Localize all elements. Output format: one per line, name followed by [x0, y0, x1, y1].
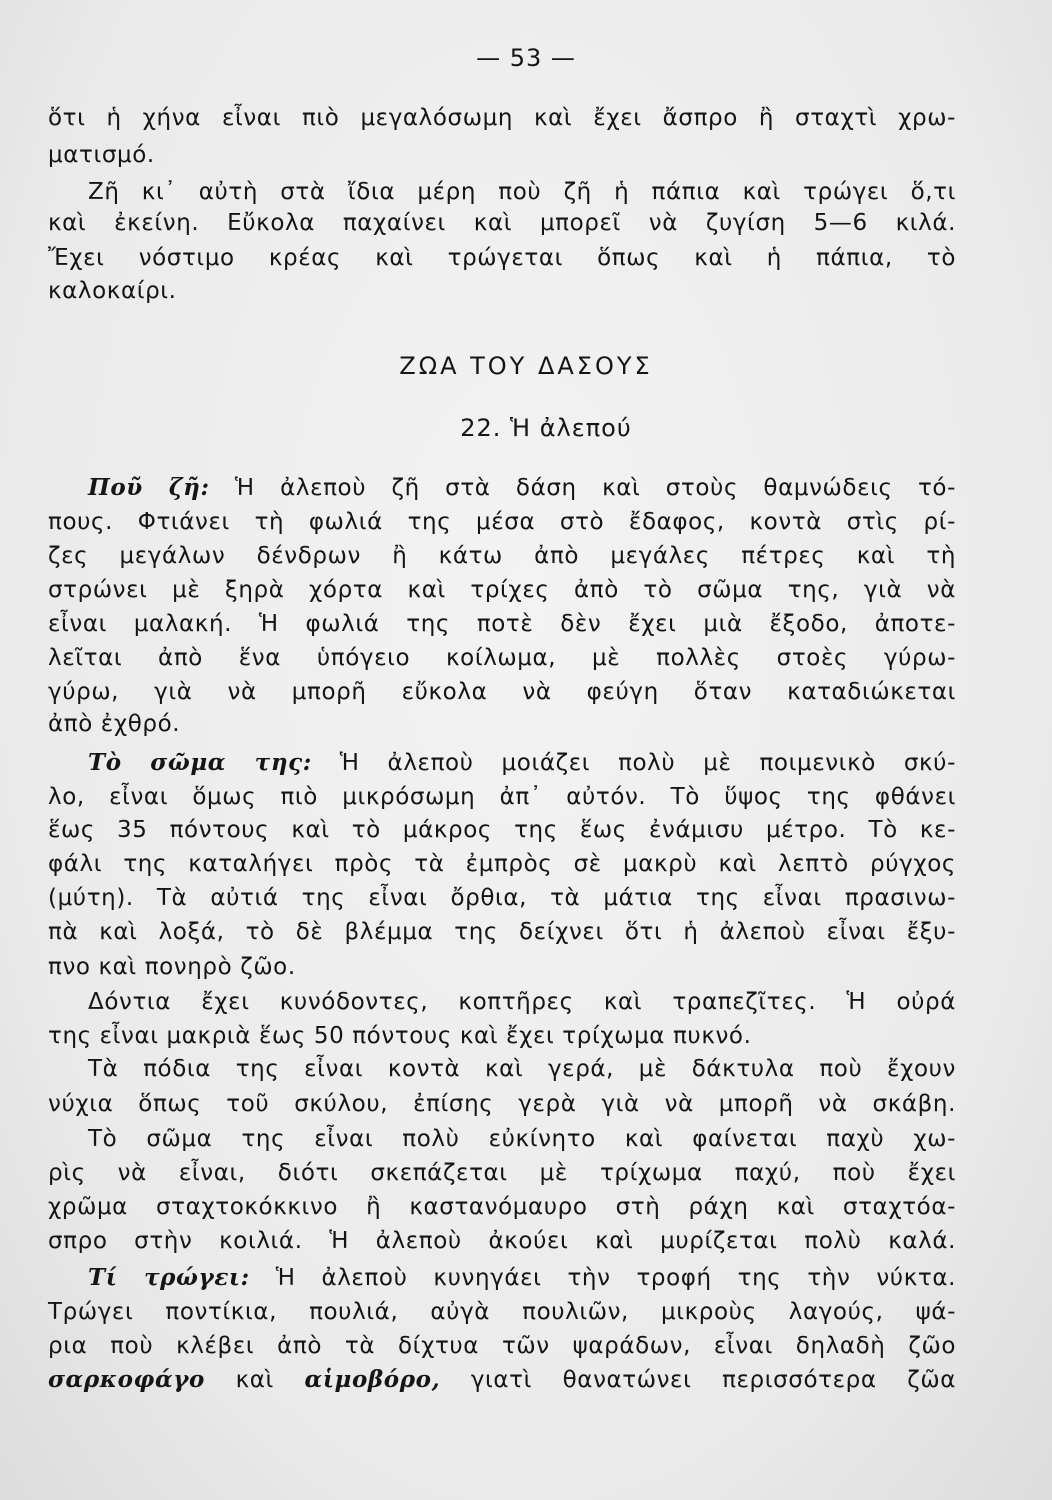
text-line: Δόντια ἔχει κυνόδοντες, κοπτῆρες καὶ τραπεζῖτες. Ἡ οὐρά [88, 989, 956, 1015]
paragraph-lead: Τί τρώγει: [88, 1264, 250, 1291]
text-line: (μύτη). Τὰ αὐτιά της εἶναι ὄρθια, τὰ μάτια της εἶναι πρασινω- [48, 885, 956, 911]
text-line: ρὶς νὰ εἶναι, διότι σκεπάζεται μὲ τρίχωμα παχύ, ποὺ ἔχει [48, 1160, 956, 1186]
text-line: καὶ ἐκείνη. Εὔκολα παχαίνει καὶ μπορεῖ νὰ ζυγίση 5—6 κιλά. [48, 210, 956, 236]
paragraph-lead: Ποῦ ζῆ: [88, 474, 210, 501]
text-line: Τὰ πόδια της εἶναι κοντὰ καὶ γερά, μὲ δάκτυλα ποὺ ἔχουν [88, 1056, 956, 1082]
text-line: Ἔχει νόστιμο κρέας καὶ τρώγεται ὅπως καὶ ἡ πάπια, τὸ [48, 245, 956, 271]
text-line: σπρο στὴν κοιλιά. Ἡ ἀλεποὺ ἀκούει καὶ μυρίζεται πολὺ καλά. [48, 1228, 956, 1254]
text-run: Ἡ ἀλεποὺ μοιάζει πολὺ μὲ ποιμενικὸ σκύ- [339, 750, 956, 776]
text-line: χρῶμα σταχτοκόκκινο ἢ καστανόμαυρο στὴ ράχη καὶ σταχτόα- [48, 1194, 956, 1220]
text-line [88, 1264, 956, 1292]
emphasized-term: αἱμοβόρο, [304, 1366, 441, 1393]
text-line: ζες μεγάλων δένδρων ἢ κάτω ἀπὸ μεγάλες πέτρες καὶ τὴ [48, 543, 956, 569]
text-line: φάλι της καταλήγει πρὸς τὰ ἐμπρὸς σὲ μακρὺ καὶ λεπτὸ ρύγχος [48, 851, 956, 877]
text-line: γύρω, γιὰ νὰ μπορῆ εὔκολα νὰ φεύγη ὅταν καταδιώκεται [48, 679, 956, 705]
text-line: πὰ καὶ λοξά, τὸ δὲ βλέμμα της δείχνει ὅτι ἡ ἀλεποὺ εἶναι ἔξυ- [48, 919, 956, 945]
page-number: — 53 — [476, 44, 576, 72]
text-line: ἕως 35 πόντους καὶ τὸ μάκρος της ἕως ἐνάμισυ μέτρο. Τὸ κε- [48, 817, 956, 843]
text-line [88, 474, 956, 502]
text-line: Τρώγει ποντίκια, πουλιά, αὐγὰ πουλιῶν, μικροὺς λαγούς, ψά- [48, 1299, 956, 1325]
text-line: λεῖται ἀπὸ ἕνα ὑπόγειο κοίλωμα, μὲ πολλὲς στοὲς γύρω- [48, 645, 956, 671]
text-line: πνο καὶ πονηρὸ ζῶο. [48, 954, 296, 980]
text-line [88, 749, 956, 777]
text-run: Ἡ ἀλεποὺ ζῆ στὰ δάση καὶ στοὺς θαμνώδεις τό- [234, 475, 956, 501]
text-line: ἀπὸ ἐχθρό. [48, 711, 181, 737]
paragraph-lead: Τὸ σῶμα της: [88, 749, 312, 776]
text-line: ὅτι ἡ χήνα εἶναι πιὸ μεγαλόσωμη καὶ ἔχει ἄσπρο ἢ σταχτὶ χρω- [48, 105, 956, 131]
text-line: λο, εἶναι ὅμως πιὸ μικρόσωμη ἀπ᾿ αὐτόν. Τὸ ὕψος της φθάνει [48, 784, 956, 810]
text-line: νύχια ὅπως τοῦ σκύλου, ἐπίσης γερὰ γιὰ νὰ μπορῆ νὰ σκάβη. [48, 1091, 956, 1117]
section-title: ΖΩΑ ΤΟΥ ΔΑΣΟΥΣ [399, 352, 653, 380]
emphasized-term: σαρκοφάγο [48, 1366, 205, 1393]
text-line: ματισμό. [48, 142, 155, 168]
text-run: καὶ [235, 1367, 274, 1393]
text-run: Ἡ ἀλεποὺ κυνηγάει τὴν τροφή της τὴν νύκτα. [275, 1265, 956, 1291]
text-line: της εἶναι μακριὰ ἕως 50 πόντους καὶ ἔχει τρίχωμα πυκνό. [48, 1023, 752, 1049]
chapter-title: 22. Ἡ ἀλεπού [460, 414, 632, 442]
text-line: πους. Φτιάνει τὴ φωλιά της μέσα στὸ ἔδαφος, κοντὰ στὶς ρί- [48, 509, 956, 535]
text-line: στρώνει μὲ ξηρὰ χόρτα καὶ τρίχες ἀπὸ τὸ σῶμα της, γιὰ νὰ [48, 577, 956, 603]
text-line: καλοκαίρι. [48, 278, 177, 304]
text-line: Ζῆ κι᾿ αὐτὴ στὰ ἴδια μέρη ποὺ ζῆ ἡ πάπια καὶ τρώγει ὅ,τι [88, 179, 956, 205]
text-line: Τὸ σῶμα της εἶναι πολὺ εὐκίνητο καὶ φαίνεται παχὺ χω- [88, 1126, 956, 1152]
text-line [48, 1366, 956, 1394]
text-line: εἶναι μαλακή. Ἡ φωλιά της ποτὲ δὲν ἔχει μιὰ ἔξοδο, ἀποτε- [48, 611, 956, 637]
text-line: ρια ποὺ κλέβει ἀπὸ τὰ δίχτυα τῶν ψαράδων, εἶναι δηλαδὴ ζῶο [48, 1333, 956, 1359]
text-run: γιατὶ θανατώνει περισσότερα ζῶα [470, 1367, 956, 1393]
